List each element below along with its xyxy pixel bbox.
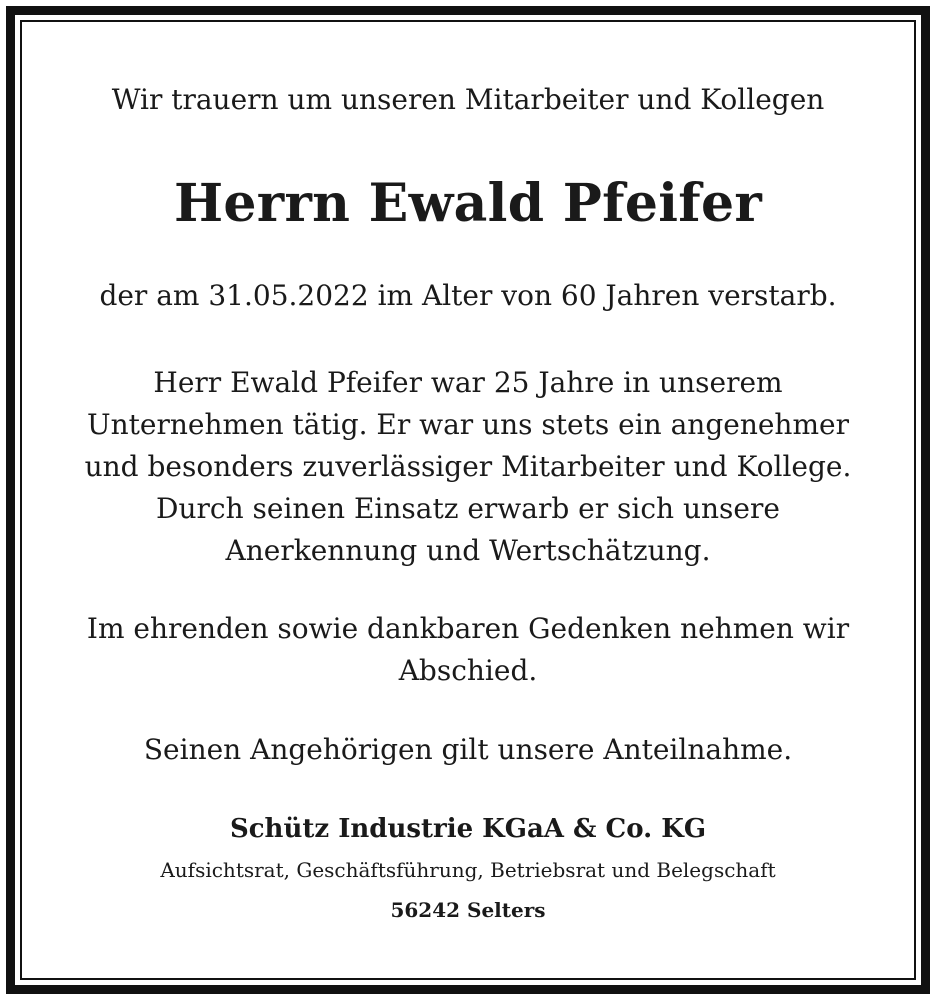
death-date-line: der am 31.05.2022 im Alter von 60 Jahren verstarb. [99,279,837,312]
tribute-paragraph: Herr Ewald Pfeifer war 25 Jahre in unserem Unternehmen tätig. Er war uns stets ein angenehmer und besonders zuverlässiger Mitarbeiter und Kollege. Durch seinen Einsatz erwarb er sich unsere Anerkennung und Wertschätzung. [84,366,852,567]
condolence-line: Seinen Angehörigen gilt unsere Anteilnahme. [143,733,793,766]
signatory-groups: Aufsichtsrat, Geschäftsführung, Betriebsrat und Belegschaft [160,858,776,882]
deceased-name: Herrn Ewald Pfeifer [173,173,763,234]
company-name: Schütz Industrie KGaA & Co. KG [229,814,707,844]
company-location: 56242 Selters [390,898,546,922]
intro-line: Wir trauern um unseren Mitarbeiter und Kollegen [111,83,825,116]
farewell-paragraph: Im ehrenden sowie dankbaren Gedenken nehmen wir Abschied. [86,612,850,687]
